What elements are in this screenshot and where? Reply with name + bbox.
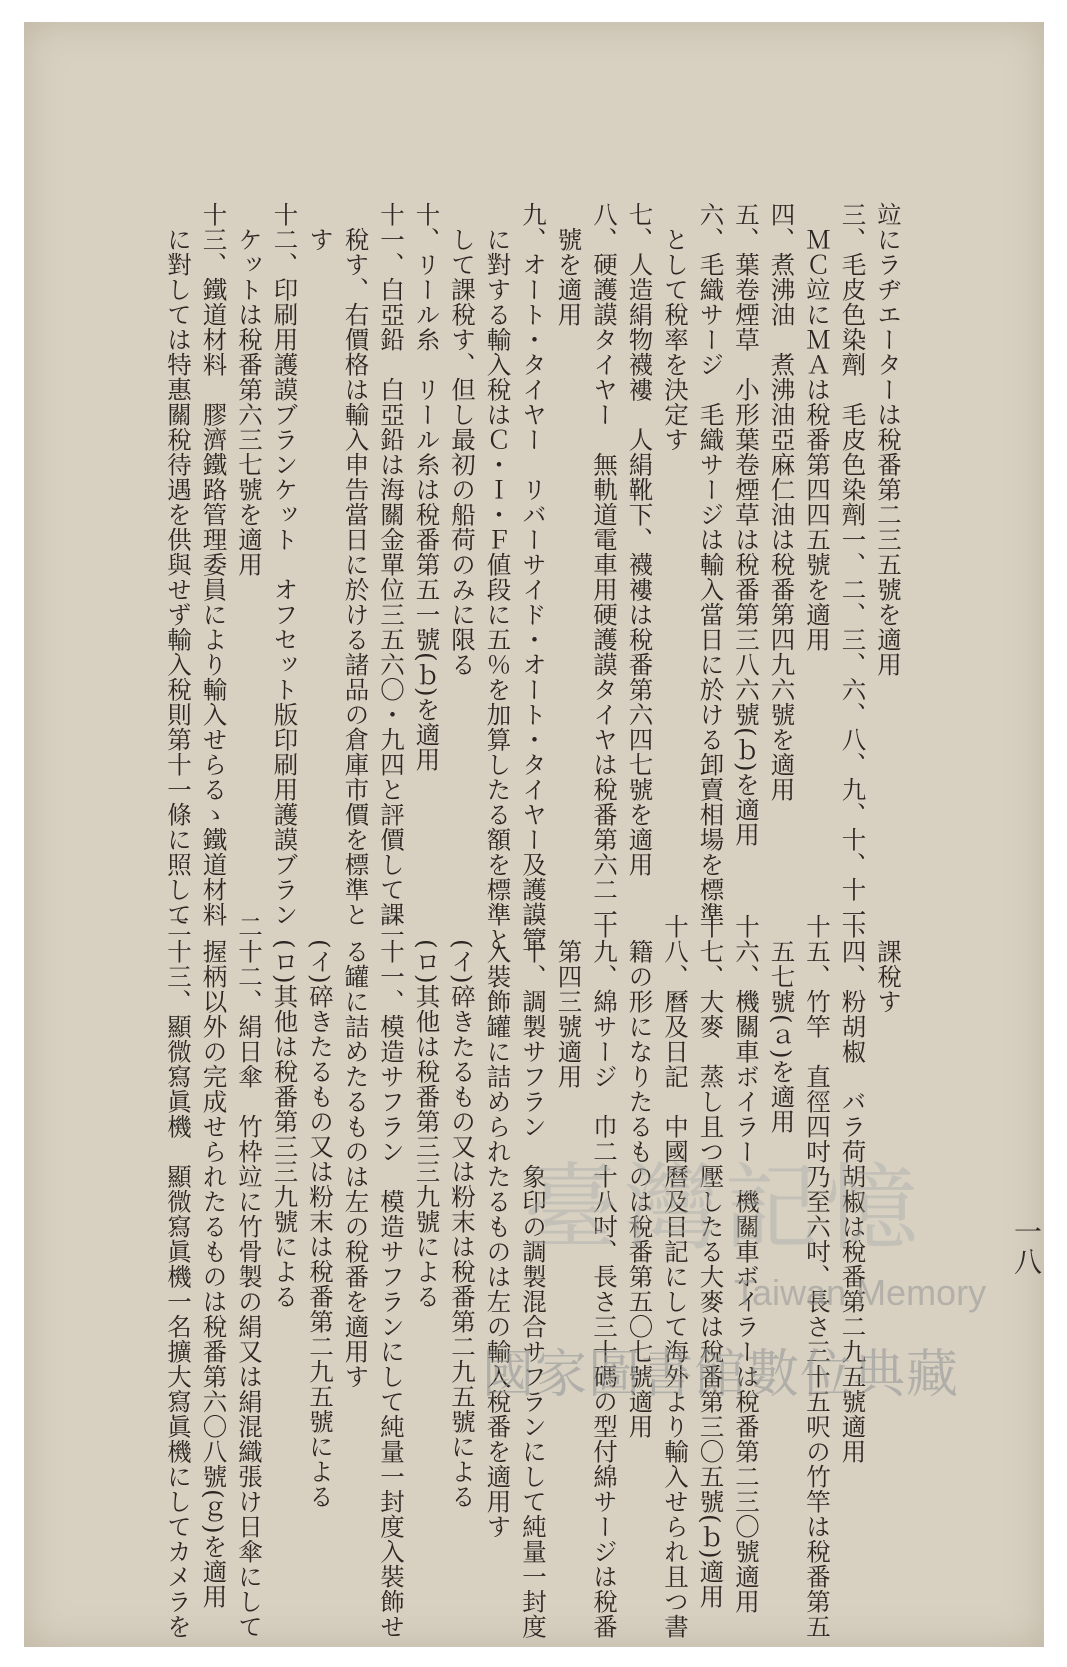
text-line: ＭＣ竝にＭＡは稅番第四四五號を適用: [803, 202, 832, 652]
text-line: 十二、印刷用護謨ブランケット オフセット版印刷用護謨ブラン: [270, 202, 300, 927]
text-line: 四、煮沸油 煮沸油亞麻仁油は稅番第四九六號を適用: [767, 202, 797, 802]
text-line: 號を適用: [554, 202, 584, 327]
text-line: 十六、機關車ボイラー 機關車ボイラーは稅番第二三〇號適用: [732, 914, 761, 1614]
text-line: 十七、大麥 蒸し且つ壓したる大麥は稅番第三〇五號(ｂ)適用: [696, 914, 726, 1610]
text-line: 十、リール糸 リール糸は稅番第五一號(ｂ)を適用: [412, 202, 442, 773]
watermark-script-text: 臺灣記憶: [524, 1154, 925, 1263]
text-line: ケットは稅番第六三七號を適用: [235, 202, 264, 577]
text-line: 握柄以外の完成せられたるものは稅番第六〇八號(ｇ)を適用: [199, 914, 229, 1610]
text-line: に對しては特惠關稅待遇を供與せず輸入稅則第十一條に照して: [164, 202, 193, 927]
text-line: (イ)碎きたるもの又は粉末は稅番第二九五號による: [306, 914, 335, 1510]
page-number: 一八: [1010, 1217, 1043, 1277]
text-line: 五七號(ａ)を適用: [767, 914, 797, 1135]
text-line: 稅す、右價格は輸入申告當日に於ける諸品の倉庫市價を標準と: [341, 202, 371, 927]
text-line: として稅率を決定す: [661, 202, 690, 452]
text-line: 五、葉卷煙草 小形葉卷煙草は稅番第三八六號(ｂ)を適用: [732, 202, 761, 848]
text-line: 二十二、絹日傘 竹枠竝に竹骨製の絹又は絹混織張け日傘にして: [235, 914, 264, 1639]
text-line: る罐に詰めたるものは左の稅番を適用す: [341, 914, 371, 1389]
text-line: 入裝飾罐に詰められたるものは左の輸入稅番を適用す: [483, 914, 513, 1539]
text-line: 七、人造絹物襪褸 人絹靴下、襪褸は稅番第六四七號を適用: [625, 202, 655, 877]
text-line: (ロ)其他は稅番第三三九號による: [412, 914, 442, 1310]
watermark-chinese-text: 國家圖書館數位典藏: [482, 1346, 960, 1404]
text-line: 九、オート・タイヤー リバーサイド・オート・タイヤー及護謨管: [519, 202, 548, 952]
text-line: して課稅す、但し最初の船荷のみに限る: [448, 202, 477, 677]
text-line: 八、硬護謨タイヤー 無軌道電車用硬護謨タイヤは稅番第六二一: [590, 202, 619, 927]
text-line: 十五、竹竿 直徑四吋乃至六吋、長さ三十五呎の竹竿は稅番第五: [803, 914, 832, 1639]
text-line: 竝にラヂエーターは稅番第二三五號を適用: [874, 202, 903, 677]
text-line: 十三、鐵道材料 膠濟鐵路管理委員により輸入せらるゝ鐵道材料: [199, 202, 229, 927]
text-line: 十一、白亞鉛 白亞鉛は海關金單位三五六〇・九四と評價して課: [377, 202, 406, 927]
text-line: 第四三號適用: [554, 914, 584, 1089]
text-line: す: [306, 202, 335, 252]
text-line: (イ)碎きたるもの又は粉末は稅番第二九五號による: [448, 914, 477, 1510]
text-line: に對する輸入稅はＣ・Ｉ・Ｆ値段に五％を加算したる額を標準と: [483, 202, 513, 952]
watermark-english-text: Taiwan Memory: [734, 1272, 987, 1313]
text-line: 十八、曆及日記 中國曆及日記にして海外より輸入せられ且つ書: [661, 914, 690, 1639]
text-line: 二十、調製サフラン 象印の調製混合サフランにして純量一封度: [519, 914, 548, 1639]
text-line: 二十三、顯微寫眞機 顯微寫眞機一名擴大寫眞機にしてカメラを: [164, 914, 193, 1639]
document-page: [24, 22, 1044, 1647]
library-watermark: [482, 1132, 994, 1432]
text-line: 六、毛織サージ 毛織サージは輸入當日に於ける卸賣相場を標準: [696, 202, 726, 927]
text-line: 二十一、模造サフラン 模造サフランにして純量一封度入裝飾せ: [377, 914, 406, 1639]
text-line: 籍の形になりたるものは稅番第五〇七號適用: [625, 914, 655, 1439]
text-line: (ロ)其他は稅番第三三九號による: [270, 914, 300, 1310]
text-line: 十四、粉胡椒 バラ荷胡椒は稅番第二九五號適用: [838, 914, 868, 1464]
text-line: 三、毛皮色染劑 毛皮色染劑一、二、三、六、八、九、十、十一、: [838, 202, 868, 952]
text-line: 十九、綿サージ 巾二十八吋、長さ三十碼の型付綿サージは稅番: [590, 914, 619, 1639]
text-line: 課稅す: [874, 914, 903, 1014]
upper-text-block: [161, 202, 907, 952]
